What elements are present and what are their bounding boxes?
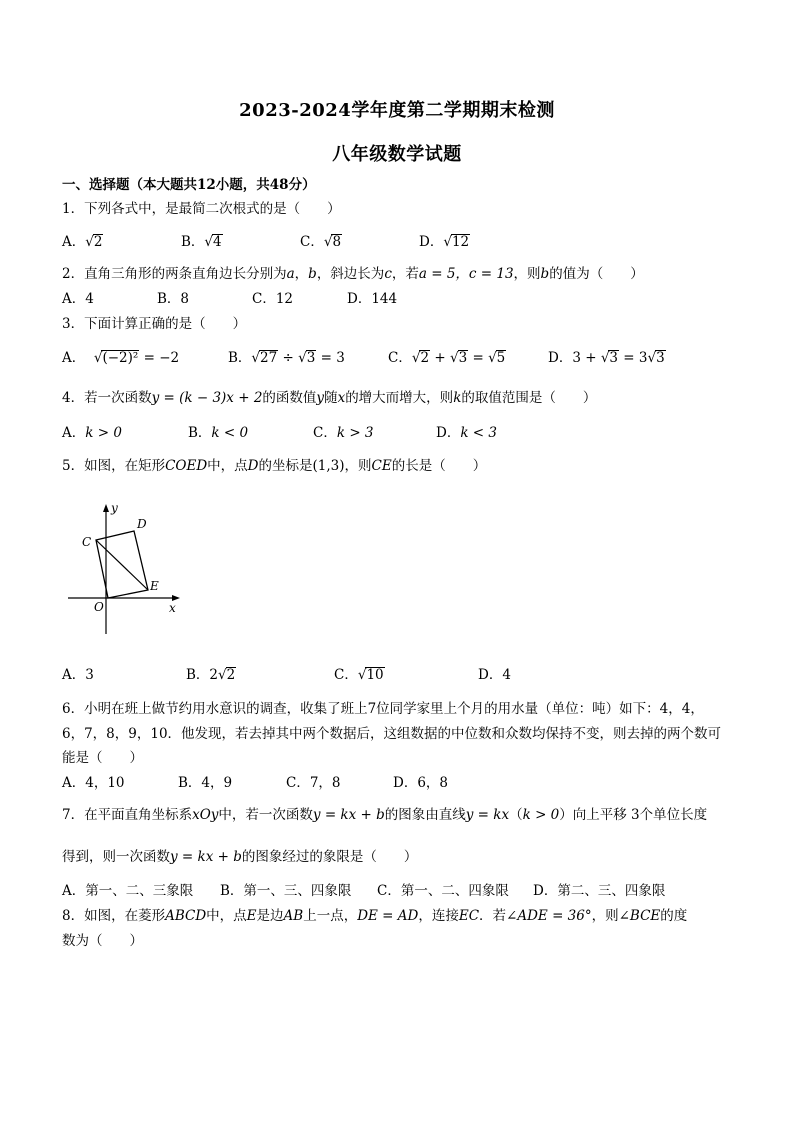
q5-c-label: C． bbox=[334, 667, 358, 683]
q7-text-3: 的图象由直线 bbox=[384, 807, 466, 823]
q4-option-d bbox=[436, 424, 497, 442]
q4-c-value: k > 3 bbox=[336, 425, 374, 441]
q5-option-a: A．3 bbox=[62, 667, 94, 683]
fig-label-c: C bbox=[82, 535, 92, 549]
radical-sign: √ bbox=[85, 234, 94, 250]
q7-option-c: C．第一、二、四象限 bbox=[377, 883, 509, 899]
q3-a-label: A． bbox=[62, 350, 86, 366]
q6-line-3: 能是（ ） bbox=[62, 750, 143, 766]
q3-c-radicand-2: 3 bbox=[458, 350, 468, 366]
q1-d-radicand: 12 bbox=[451, 234, 470, 250]
q5-stem bbox=[62, 457, 486, 475]
q4-text-3: 随 bbox=[324, 390, 338, 406]
q8-text-3: 是边 bbox=[256, 908, 284, 924]
q4-d-label: D． bbox=[436, 425, 461, 441]
q7-text-2: 中，若一次函数 bbox=[218, 807, 313, 823]
q3-c-label: C． bbox=[388, 350, 412, 366]
q8-text-1: 8．如图，在菱形 bbox=[62, 908, 166, 924]
q7-condition: k > 0 bbox=[522, 807, 560, 823]
q4-b-label: B． bbox=[188, 425, 212, 441]
q4-stem bbox=[62, 389, 596, 407]
q8-line-1 bbox=[62, 907, 687, 925]
q7-text-5: ）向上平移 3个单位长度 bbox=[559, 807, 708, 823]
q7-text-4: （ bbox=[509, 807, 523, 823]
q3-b-operator: ÷ bbox=[278, 350, 299, 366]
q3-d-prefix: 3 + bbox=[572, 350, 601, 366]
q5-segment: CE bbox=[371, 458, 392, 474]
q1-option-c bbox=[300, 233, 342, 251]
fig-label-e: E bbox=[150, 579, 159, 593]
q3-b-result: = 3 bbox=[316, 350, 345, 366]
q7-option-d: D．第二、三、四象限 bbox=[533, 883, 666, 899]
q8-point-e: E bbox=[246, 908, 257, 924]
q8-text-8: 的度 bbox=[660, 908, 688, 924]
fig-label-d: D bbox=[137, 517, 147, 531]
radical-sign: √ bbox=[488, 350, 497, 366]
radical-sign: √ bbox=[323, 234, 333, 250]
q6-line-1: 6．小明在班上做节约用水意识的调查，收集了班上7位同学家里上个月的用水量（单位：吨）如下：4，4， bbox=[62, 701, 704, 717]
q5-text-4: ，则 bbox=[344, 458, 372, 474]
q1-d-label: D． bbox=[419, 234, 444, 250]
q1-b-label: B． bbox=[181, 234, 205, 250]
radical-sign: √ bbox=[647, 350, 657, 366]
q8-text-4: 上一点， bbox=[303, 908, 358, 924]
q3-stem: 3．下面计算正确的是（ ） bbox=[62, 316, 247, 332]
q2-var-a: a bbox=[286, 266, 295, 282]
q3-a-radicand: (−2)² bbox=[102, 350, 139, 366]
q2-text-3: ，若 bbox=[391, 266, 419, 282]
q4-option-c bbox=[313, 424, 374, 442]
q7-function-2: y = kx bbox=[465, 807, 510, 823]
q5-point: D bbox=[247, 458, 259, 474]
q7-line-1 bbox=[62, 806, 707, 824]
q3-a-result: = −2 bbox=[139, 350, 180, 366]
radical-sign: √ bbox=[411, 350, 421, 366]
q2-option-d: D．144 bbox=[347, 291, 398, 307]
q1-a-label: A． bbox=[62, 234, 86, 250]
q1-option-a bbox=[62, 233, 103, 251]
q2-option-b: B．8 bbox=[157, 291, 190, 307]
radical-sign: √ bbox=[443, 234, 452, 250]
q7-function-1: y = kx + b bbox=[312, 807, 385, 823]
q5-text-5: 的长是（ ） bbox=[391, 458, 487, 474]
q2-text-2: ，斜边长为 bbox=[316, 266, 385, 282]
q3-b-radicand-2: 3 bbox=[306, 350, 316, 366]
radical-sign: √ bbox=[600, 350, 610, 366]
q5-text-2: 中，点 bbox=[207, 458, 248, 474]
q6-option-a: A．4，10 bbox=[62, 775, 125, 791]
fig-label-x: x bbox=[169, 601, 176, 615]
q1-b-radicand: 4 bbox=[213, 234, 222, 250]
q4-a-label: A． bbox=[62, 425, 86, 441]
q6-option-b: B．4，9 bbox=[178, 775, 233, 791]
q2-comma: ， bbox=[294, 266, 309, 282]
q6-option-d: D．6，8 bbox=[393, 775, 449, 791]
q1-option-d bbox=[419, 233, 470, 251]
radical-sign: √ bbox=[218, 667, 227, 683]
q5-b-radicand: 2 bbox=[226, 667, 236, 683]
q3-c-radicand-3: 5 bbox=[496, 350, 506, 366]
q2-stem bbox=[62, 265, 644, 283]
q5-b-label: B． bbox=[186, 667, 210, 683]
q2-option-a: A．4 bbox=[62, 291, 94, 307]
q7-text-7: 的图象经过的象限是（ ） bbox=[241, 849, 418, 865]
q5-b-coefficient: 2 bbox=[209, 667, 219, 683]
q1-c-label: C． bbox=[300, 234, 324, 250]
q8-segment-ec: EC bbox=[458, 908, 480, 924]
q7-text-1: 7．在平面直角坐标系 bbox=[62, 807, 193, 823]
q3-option-a bbox=[62, 349, 179, 367]
q5-c-radicand: 10 bbox=[366, 667, 384, 683]
q4-option-b bbox=[188, 424, 248, 442]
q2-text-5: 的值为（ ） bbox=[549, 266, 644, 282]
q3-option-d bbox=[548, 349, 666, 367]
q3-d-equals: = 3 bbox=[619, 350, 648, 366]
q4-d-value: k < 3 bbox=[460, 425, 497, 441]
q6-line-2: 6，7，8，9，10．他发现，若去掉其中两个数据后，这组数据的中位数和众数均保持不变，则去掉的两个数可 bbox=[62, 726, 722, 742]
q5-figure bbox=[62, 498, 192, 638]
exam-subtitle: 八年级数学试题 bbox=[332, 144, 462, 165]
q8-line-2: 数为（ ） bbox=[62, 933, 143, 949]
q7-coordinate-system: xOy bbox=[192, 807, 219, 823]
q4-var-y: y bbox=[316, 390, 325, 406]
q5-rect-name: COED bbox=[165, 458, 208, 474]
q4-var-k: k bbox=[453, 390, 462, 406]
q2-var-c: c bbox=[384, 266, 392, 282]
q3-d-radicand-2: 3 bbox=[656, 350, 665, 366]
q1-option-b bbox=[181, 233, 223, 251]
q8-text-2: 中，点 bbox=[206, 908, 247, 924]
q4-var-x: x bbox=[337, 390, 346, 406]
q1-a-radicand: 2 bbox=[93, 234, 103, 250]
q1-stem: 1．下列各式中，是最简二次根式的是（ ） bbox=[62, 201, 341, 217]
q2-var-b: b bbox=[308, 266, 317, 282]
radical-sign: √ bbox=[449, 350, 459, 366]
q8-text-7: ，则 bbox=[591, 908, 619, 924]
q4-text-2: 的函数值 bbox=[262, 390, 317, 406]
q4-c-label: C． bbox=[313, 425, 337, 441]
q8-text-6: ．若 bbox=[479, 908, 507, 924]
fig-label-o: O bbox=[94, 600, 104, 614]
q3-option-c bbox=[388, 349, 506, 367]
y-axis-arrow bbox=[103, 504, 109, 512]
radical-sign: √ bbox=[357, 667, 367, 683]
q7-text-6: 得到，则一次函数 bbox=[62, 849, 170, 865]
q4-text-4: 的增大而增大，则 bbox=[345, 390, 454, 406]
q1-c-radicand: 8 bbox=[332, 234, 342, 250]
segment-ce bbox=[96, 540, 148, 590]
radical-sign: √ bbox=[251, 350, 261, 366]
q4-a-value: k > 0 bbox=[85, 425, 122, 441]
q5-text-3: 的坐标是 bbox=[258, 458, 313, 474]
fig-label-y: y bbox=[111, 501, 118, 515]
radical-sign: √ bbox=[298, 350, 307, 366]
q6-option-c: C．7，8 bbox=[286, 775, 341, 791]
q4-option-a bbox=[62, 424, 122, 442]
q3-d-radicand-1: 3 bbox=[609, 350, 619, 366]
q3-option-b bbox=[228, 349, 345, 367]
q8-equality: DE = AD bbox=[357, 908, 419, 924]
q8-side-ab: AB bbox=[283, 908, 304, 924]
q7-option-a: A．第一、二、三象限 bbox=[62, 883, 194, 899]
q4-b-value: k < 0 bbox=[211, 425, 249, 441]
q8-angle-ade: ∠ADE = 36° bbox=[506, 908, 592, 924]
q4-text-1: 4．若一次函数 bbox=[62, 390, 152, 406]
q2-text-4: ，则 bbox=[513, 266, 541, 282]
q3-d-label: D． bbox=[548, 350, 573, 366]
q4-text-5: 的取值范围是（ ） bbox=[461, 390, 597, 406]
q5-option-d: D．4 bbox=[478, 667, 511, 683]
q2-text-1: 2．直角三角形的两条直角边长分别为 bbox=[62, 266, 287, 282]
q2-condition: a = 5，c = 13 bbox=[418, 266, 514, 282]
radical-sign: √ bbox=[204, 234, 214, 250]
q4-function: y = (k − 3)x + 2 bbox=[151, 390, 263, 406]
radical-sign: √ bbox=[93, 350, 103, 366]
q3-c-equals: = bbox=[468, 350, 489, 366]
q5-option-b bbox=[186, 666, 236, 684]
q5-text-1: 5．如图，在矩形 bbox=[62, 458, 166, 474]
q3-b-radicand-1: 27 bbox=[260, 350, 278, 366]
q5-option-c bbox=[334, 666, 385, 684]
q7-function-3: y = kx + b bbox=[170, 849, 242, 865]
q3-c-radicand-1: 2 bbox=[420, 350, 430, 366]
q3-c-operator: + bbox=[430, 350, 450, 366]
section-heading: 一、选择题（本大题共12小题，共48分） bbox=[62, 177, 316, 193]
q8-text-5: ，连接 bbox=[418, 908, 459, 924]
q7-line-2 bbox=[62, 848, 417, 866]
exam-title: 2023-2024学年度第二学期期末检测 bbox=[239, 100, 555, 121]
q2-var-b-2: b bbox=[540, 266, 550, 282]
q8-angle-bce: ∠BCE bbox=[618, 908, 661, 924]
q5-coordinate: (1,3) bbox=[312, 458, 345, 474]
q7-option-b: B．第一、三、四象限 bbox=[220, 883, 352, 899]
q3-b-label: B． bbox=[228, 350, 252, 366]
q2-option-c: C．12 bbox=[252, 291, 294, 307]
q8-rhombus: ABCD bbox=[165, 908, 207, 924]
